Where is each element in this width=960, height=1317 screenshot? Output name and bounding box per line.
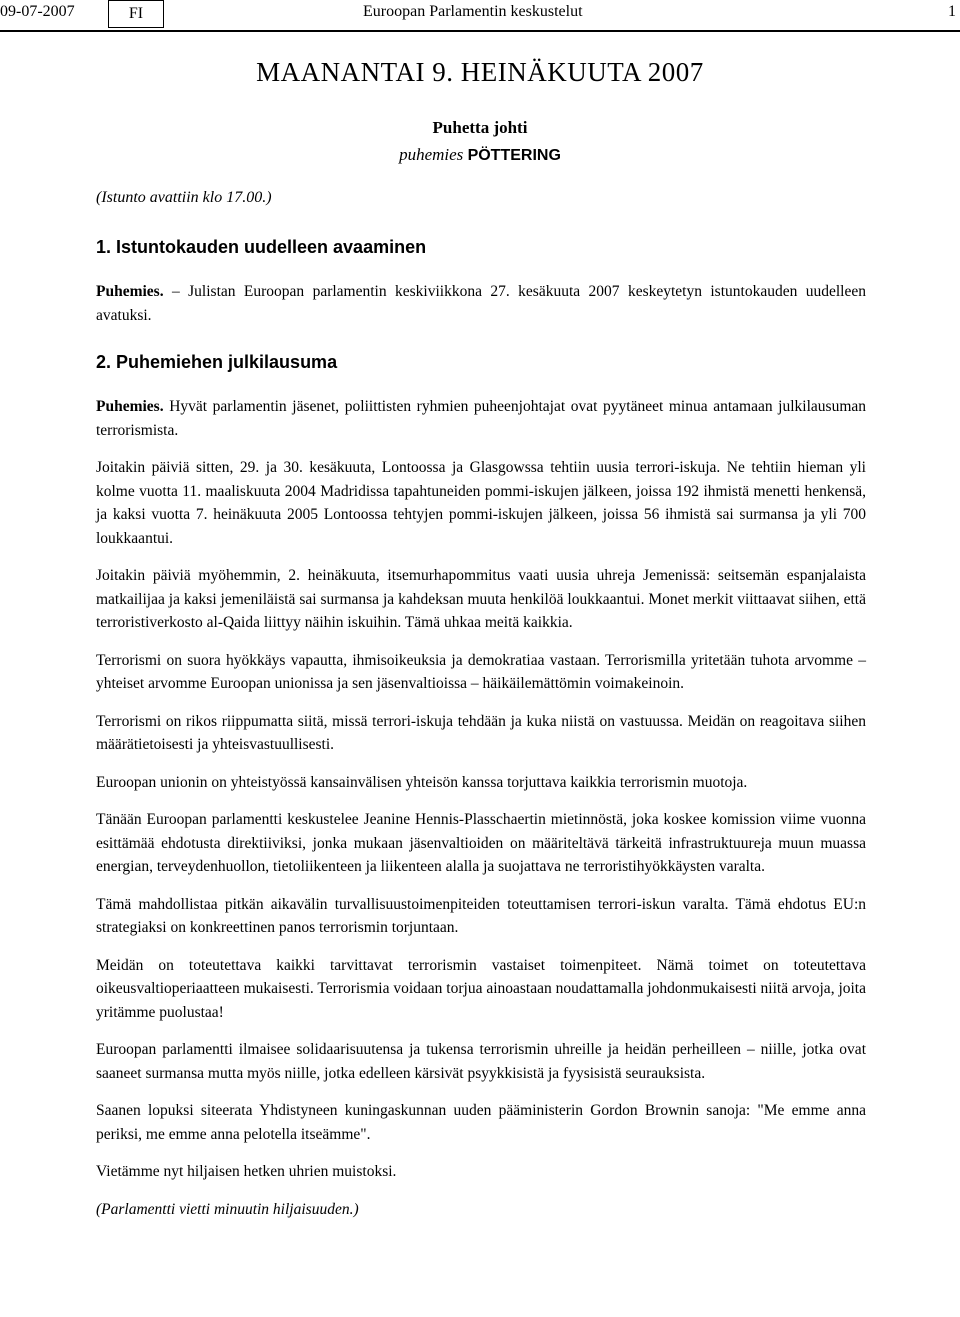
document-body bbox=[96, 234, 866, 1235]
speaker-label: Puhemies. bbox=[96, 398, 164, 415]
section-heading: 2. Puhemiehen julkilausuma bbox=[96, 352, 338, 372]
paragraph: Puhemies. – Julistan Euroopan parlamentin keskiviikkona 27. kesäkuuta 2007 keskeytetyn istuntokauden uudelleen avatuksi. bbox=[96, 283, 866, 324]
paragraph: Puhemies. Hyvät parlamentin jäsenet, poliittisten ryhmien puheenjohtajat ovat pyytäneet minua antamaan julkilausuman terrorismista. bbox=[96, 398, 867, 439]
paragraph: Meidän on toteutettava kaikki tarvittavat terrorismin vastaiset toimenpiteet. Nämä toimet on toteutettava oikeusvaltioperiaatteen mukaisesti. Terrorismia voidaan torjua ainoastaan noudattamalla johdonmukaisesti niitä arvoja, joita yritämme puolustaa! bbox=[96, 956, 866, 1021]
header-date: 09-07-2007 bbox=[0, 3, 75, 20]
session-opened-note: (Istunto avattiin klo 17.00.) bbox=[96, 189, 272, 206]
paragraph: Tämä mahdollistaa pitkän aikavälin turvallisuustoimenpiteiden toteuttamisen terrori-iskun varalta. Tämä ehdotus EU:n strategiaksi on konkreettinen panos terrorismin torjuntaan. bbox=[96, 895, 866, 936]
paragraph: Saanen lopuksi siteerata Yhdistyneen kuningaskunnan uuden pääministerin Gordon Brownin sanoja: "Me emme anna periksi, me emme anna pelotella itseämme". bbox=[96, 1102, 866, 1143]
paragraph: Terrorismi on suora hyökkäys vapautta, ihmisoikeuksia ja demokratiaa vastaan. Terrorismilla yritetään tuhota arvomme – yhteiset arvomme Euroopan unionissa ja sen jäsenvaltioissa – häikäilemättömin voimakeinoin. bbox=[96, 651, 866, 692]
header-divider bbox=[0, 30, 960, 32]
paragraph: Joitakin päiviä myöhemmin, 2. heinäkuuta, itsemurhapommitus vaati uusia uhreja Jemenissä: seitsemän espanjalaista matkailijaa ja kaksi jemeniläistä sai surmansa ja kahdeksan muuta henkilöä loukkaantui. Monet merkit viittaavat siihen, että terroristiverkosto al-Qaida liittyy näihin iskuihin. Tämä uhkaa meitä kaikkia. bbox=[96, 567, 866, 631]
language-badge: FI bbox=[108, 0, 164, 28]
presided-label: Puhetta johti bbox=[432, 118, 528, 137]
president-name: PÖTTERING bbox=[467, 147, 561, 164]
paragraph: Joitakin päiviä sitten, 29. ja 30. kesäkuuta, Lontoossa ja Glasgowssa tehtiin uusia terrori-iskuja. Ne tehtiin hieman yli kolme vuotta 11. maaliskuuta 2004 Madridissa tapahtuneiden pommi-iskujen jälkeen, joissa 192 ihmistä menetti henkensä, ja kaksi vuotta 7. heinäkuuta 2005 Lontoossa tehtyjen pommi-iskujen jälkeen, joissa 56 ihmistä sai surmansa ja yli 700 loukkaantui. bbox=[96, 459, 866, 547]
paragraph: Euroopan unionin on yhteistyössä kansainvälisen yhteisön kanssa torjuttava kaikkia terrorismin muotoja. bbox=[96, 773, 748, 791]
page-header bbox=[0, 0, 960, 30]
speaker-label: Puhemies. bbox=[96, 283, 164, 300]
president-role: puhemies bbox=[399, 145, 464, 164]
page-number: 1 bbox=[948, 3, 956, 20]
paragraph: Tänään Euroopan parlamentti keskustelee Jeanine Hennis-Plasschaertin mietinnöstä, joka koskee komission viime vuonna esittämää ehdotusta direktiiviksi, jonka mukaan jäsenvaltioiden on määriteltävä tärkeitä infrastruktuureja muun muassa energian, terveydenhuollon, tietoliikenteen ja liikenteen alalla ja suojattava ne terroristihyökkäysten varalta. bbox=[96, 811, 866, 875]
closing-note: (Parlamentti vietti minuutin hiljaisuuden.) bbox=[96, 1200, 359, 1218]
president-line bbox=[0, 145, 960, 165]
section-heading: 1. Istuntokauden uudelleen avaaminen bbox=[96, 237, 427, 257]
paragraph: Euroopan parlamentti ilmaisee solidaarisuutensa ja tukensa terrorismin uhreille ja heidän perheilleen – niille, jotka ovat saaneet surmansa mutta myös niille, jotka edelleen kärsivät psyykkisistä ja fyysisistä seurauksista. bbox=[96, 1041, 866, 1082]
paragraph: Vietämme nyt hiljaisen hetken uhrien muistoksi. bbox=[96, 1163, 397, 1180]
header-title: Euroopan Parlamentin keskustelut bbox=[363, 3, 583, 20]
paragraph: Terrorismi on rikos riippumatta siitä, missä terrori-iskuja tehdään ja kuka niistä on vastuussa. Meidän on reagoitava siihen määrätietoisesti ja yhteisvastuullisesti. bbox=[96, 712, 866, 753]
document-title: MAANANTAI 9. HEINÄKUUTA 2007 bbox=[256, 57, 704, 87]
